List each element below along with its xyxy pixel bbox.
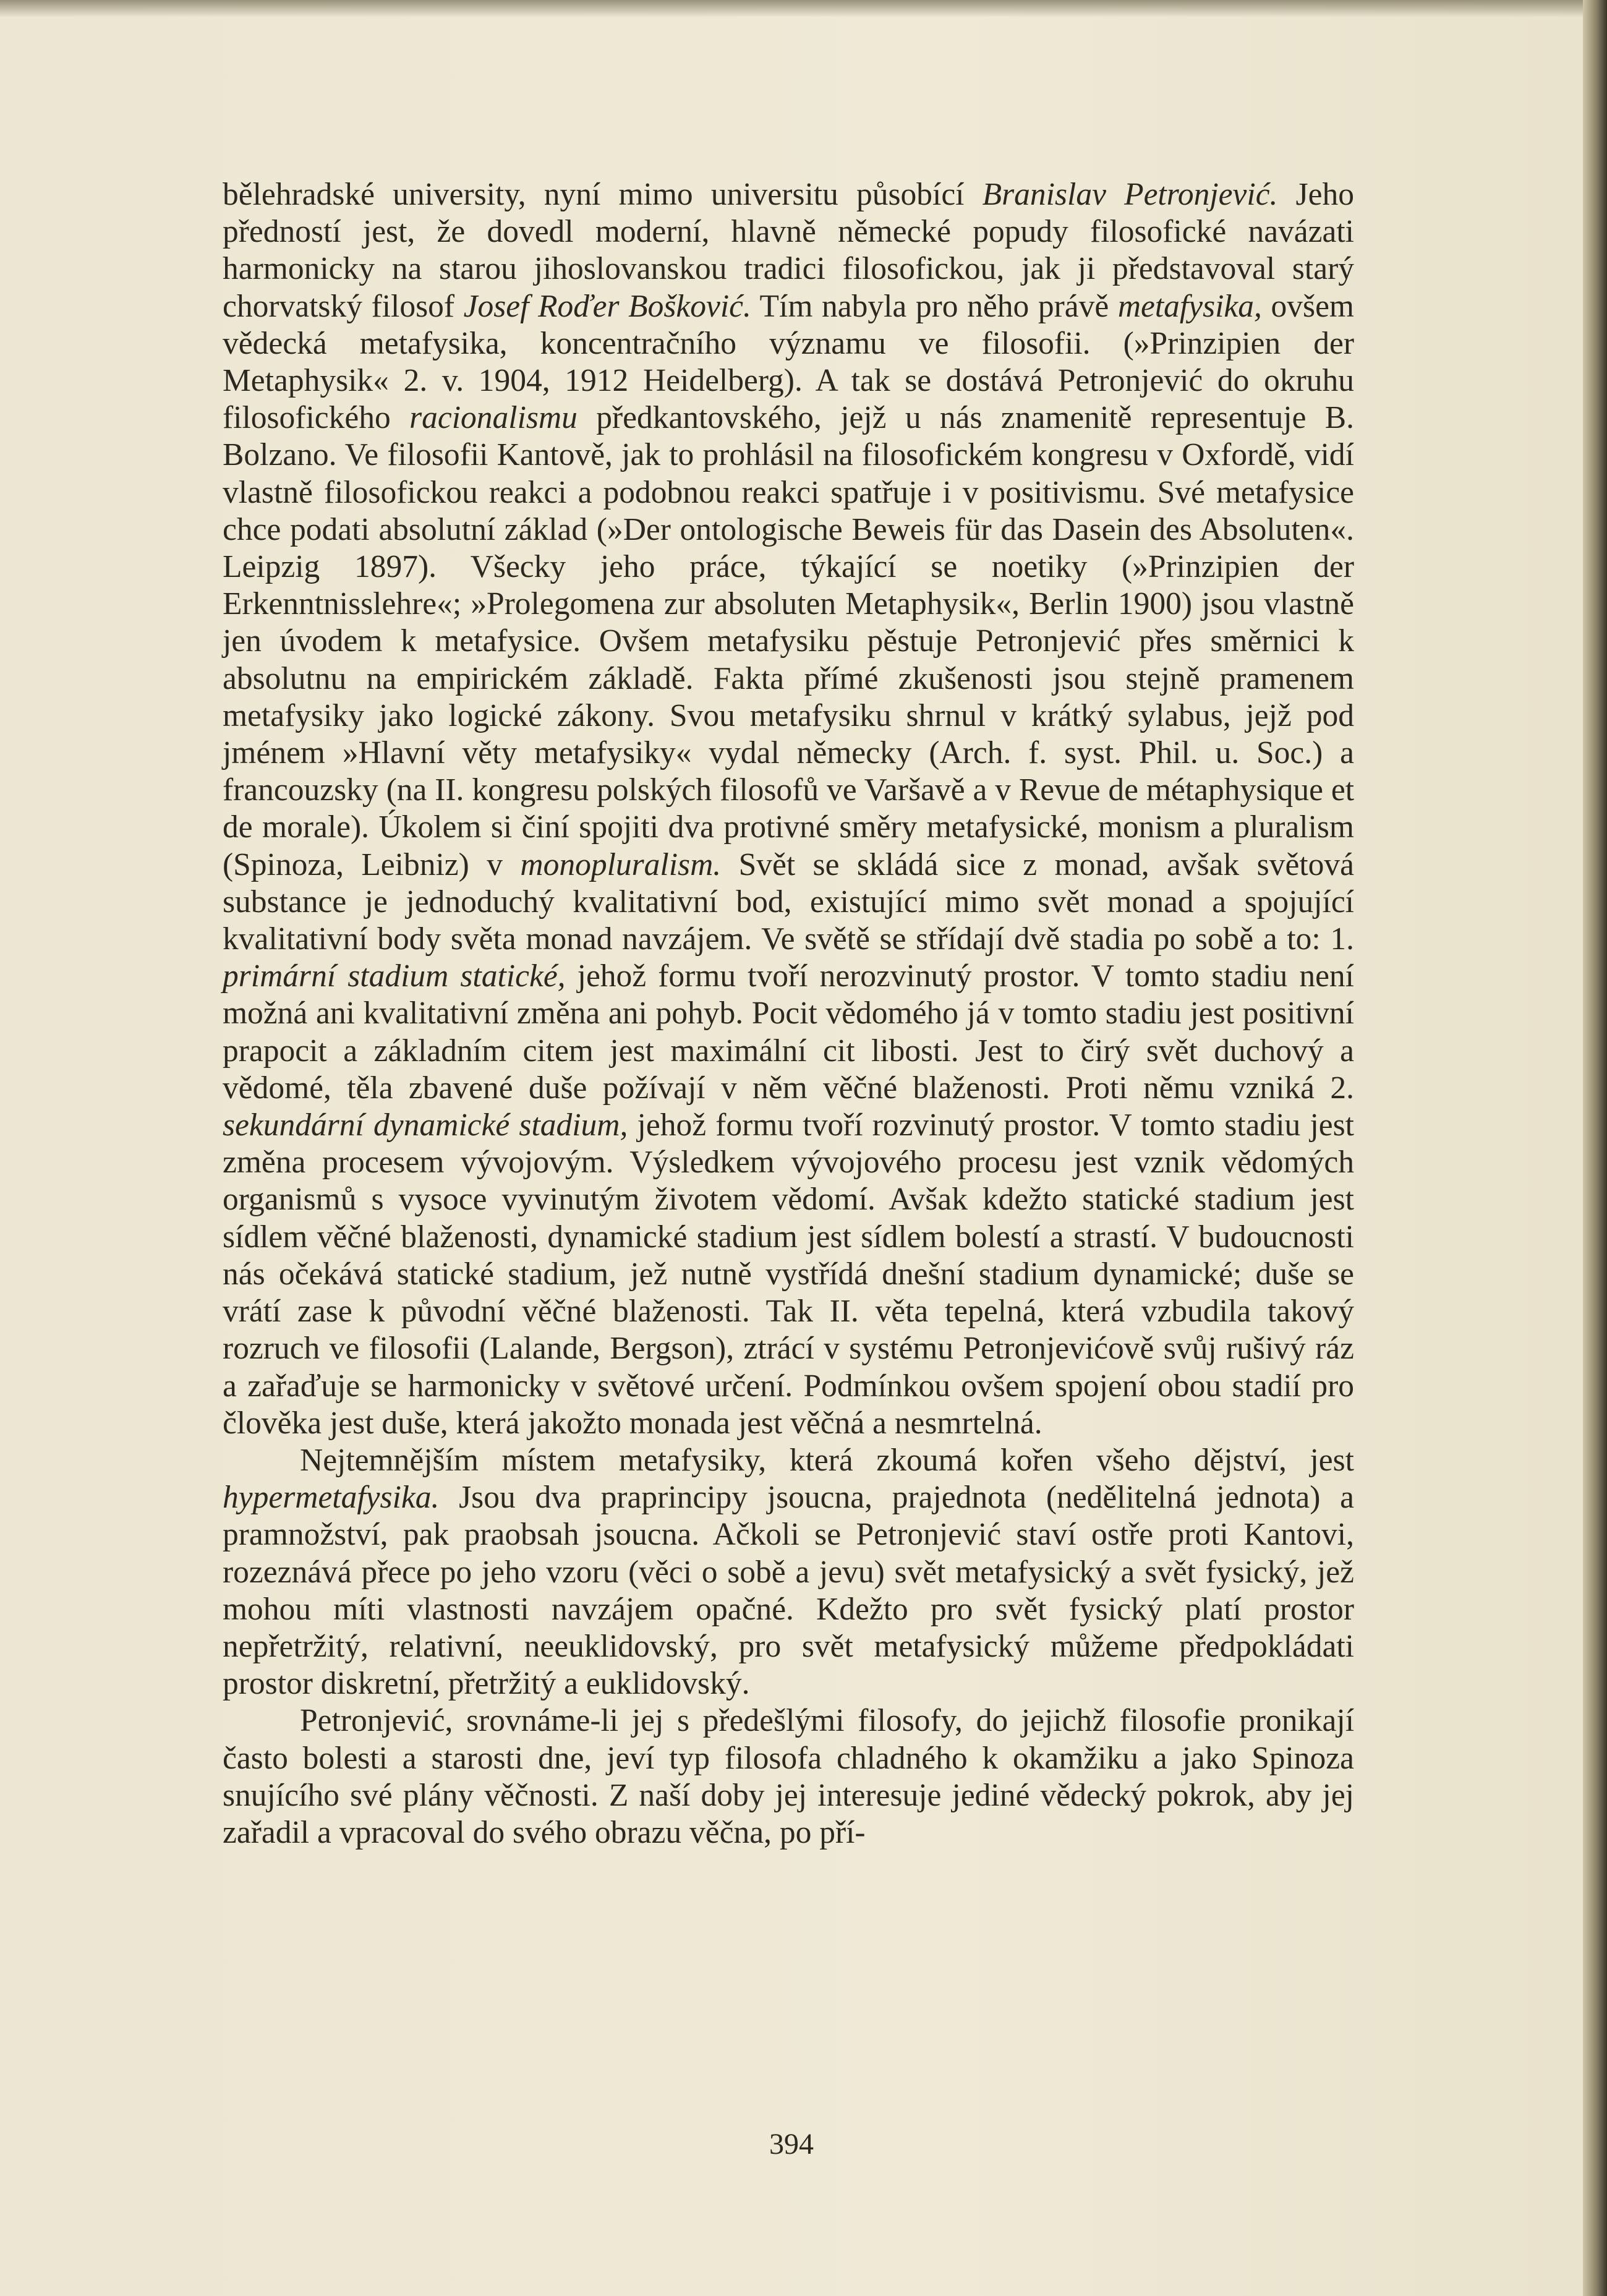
text-run-italic: Josef Roďer Bošković. [463,288,751,324]
text-run-italic: monopluralism. [520,847,722,882]
paragraph-2 [223,1442,1354,1702]
paragraph-1 [223,176,1354,1442]
text-run-italic: sekundární dynamické stadium, [223,1107,628,1143]
text-run-italic: hypermetafysika. [223,1480,440,1516]
text-run: Jeho předností jest, že dovedl moderní, hlavně německé popudy filosofické navázati harmonicky na starou jihoslovanskou tradici filosofickou, jak ji představoval starý chorvatský filosof [223,177,1355,324]
text-run: Petronjević, srovnáme-li jej s předešlými filosofy, do jejichž filosofie pronikají často bolesti a starosti dne, jeví typ filosofa chladného k okamžiku a jako Spinoza snujícího své plány věčnosti. Z naší doby jej interesuje jediné vědecký pokrok, aby jej zařadil a vpracoval do svého obrazu věčna, po pří- [223,1703,1354,1850]
book-spine-edge [1583,0,1607,2296]
text-run: Svět se skládá sice z monad, avšak světová substance je jednoduchý kvalitativní bod, existující mimo svět monad a spojující kvalitativní body světa monad navzájem. Ve světě se střídají dvě stadia po sobě a to: 1. [223,847,1354,957]
text-run: předkantovského, jejž u nás znamenitě representuje B. Bolzano. Ve filosofii Kantově, jak to prohlásil na filosofickém kongresu v Oxfordě, vidí vlastně filosofickou reakci a podobnou reakci spatřuje i v positivismu. Své metafysice chce podati absolutní základ (»Der ontologische Beweis für das Dasein des Absoluten«. Leipzig 1897). Všecky jeho práce, týkající se noetiky (»Prinzipien der Erkenntnisslehre«; »Prolegomena zur absoluten Metaphysik«, Berlin 1900) jsou vlastně jen úvodem k metafysice. Ovšem metafysiku pěstuje Petronjević přes směrnici k absolutnu na empirickém základě. Fakta přímé zkušenosti jsou stejně pramenem metafysiky jako logické zákony. Svou metafysiku shrnul v krátký sylabus, jejž pod jménem »Hlavní věty metafysiky« vydal německy (Arch. f. syst. Phil. u. Soc.) a francouzsky (na II. kongresu polských filosofů ve Varšavě a v Revue de métaphysique et de morale). Úkolem si činí spojiti dva protivné směry metafysické, monism a pluralism (Spinoza, Leibniz) v [223,400,1355,882]
text-run-italic: Branislav Petronjević. [982,177,1278,212]
text-run-italic: primární stadium statické, [223,958,566,994]
text-run: ovšem vědecká metafysika, koncentračního významu ve filosofii. (»Prinzipien der Metaphysik« 2. v. 1904, 1912 Heidelberg). A tak se dostává Petronjević do okruhu filosofického [223,288,1354,436]
text-run-italic: racionalismu [409,400,578,436]
text-run: jehož formu tvoří rozvinutý prostor. V tomto stadiu jest změna procesem vývojovým. Výsledkem vývojového procesu jest vznik vědomých organismů s vysoce vyvinutým životem vědomí. Avšak kdežto statické stadium jest sídlem věčné blaženosti, dynamické stadium jest sídlem bolestí a strastí. V budoucnosti nás očekává statické stadium, jež nutně vystřídá dnešní stadium dynamické; duše se vrátí zase k původní věčné blaženosti. Tak II. věta tepelná, která vzbudila takový rozruch ve filosofii (Lalande, Bergson), ztrácí v systému Petronjevićově svůj rušivý ráz a zařaďuje se harmonicky v světové určení. Podmínkou ovšem spojení obou stadií pro člověka jest duše, která jakožto monada jest věčná a nesmrtelná. [223,1107,1354,1441]
text-run: Nejtemnějším místem metafysiky, která zkoumá kořen všeho dějství, jest [300,1442,1354,1478]
paragraph-3 [223,1702,1354,1851]
text-run: Jsou dva praprincipy jsoucna, prajednota (nedělitelná jednota) a pramnožství, pak praobsah jsoucna. Ačkoli se Petronjević staví ostře proti Kantovi, rozeznává přece po jeho vzoru (věci o sobě a jevu) svět metafysický a svět fysický, jež mohou míti vlastnosti navzájem opačné. Kdežto pro svět fysický platí prostor nepřetržitý, relativní, neeuklidovský, pro svět metafysický můžeme předpokládati prostor diskretní, přetržitý a euklidovský. [223,1480,1354,1702]
text-run: Tím nabyla pro něho právě [751,288,1118,324]
text-run: bělehradské university, nyní mimo universitu působící [223,177,983,212]
body-text [223,176,1354,1851]
page-top-shadow [0,0,1583,17]
text-run: jehož formu tvoří nerozvinutý prostor. V tomto stadiu není možná ani kvalitativní změna ani pohyb. Pocit vědomého já v tomto stadiu jest positivní prapocit a základním citem jest maximální cit libosti. Jest to čirý svět duchový a vědomé, těla zbavené duše požívají v něm věčné blaženosti. Proti němu vzniká 2. [223,958,1354,1106]
page-number: 394 [769,2128,814,2161]
text-run-italic: metafysika, [1117,288,1262,324]
